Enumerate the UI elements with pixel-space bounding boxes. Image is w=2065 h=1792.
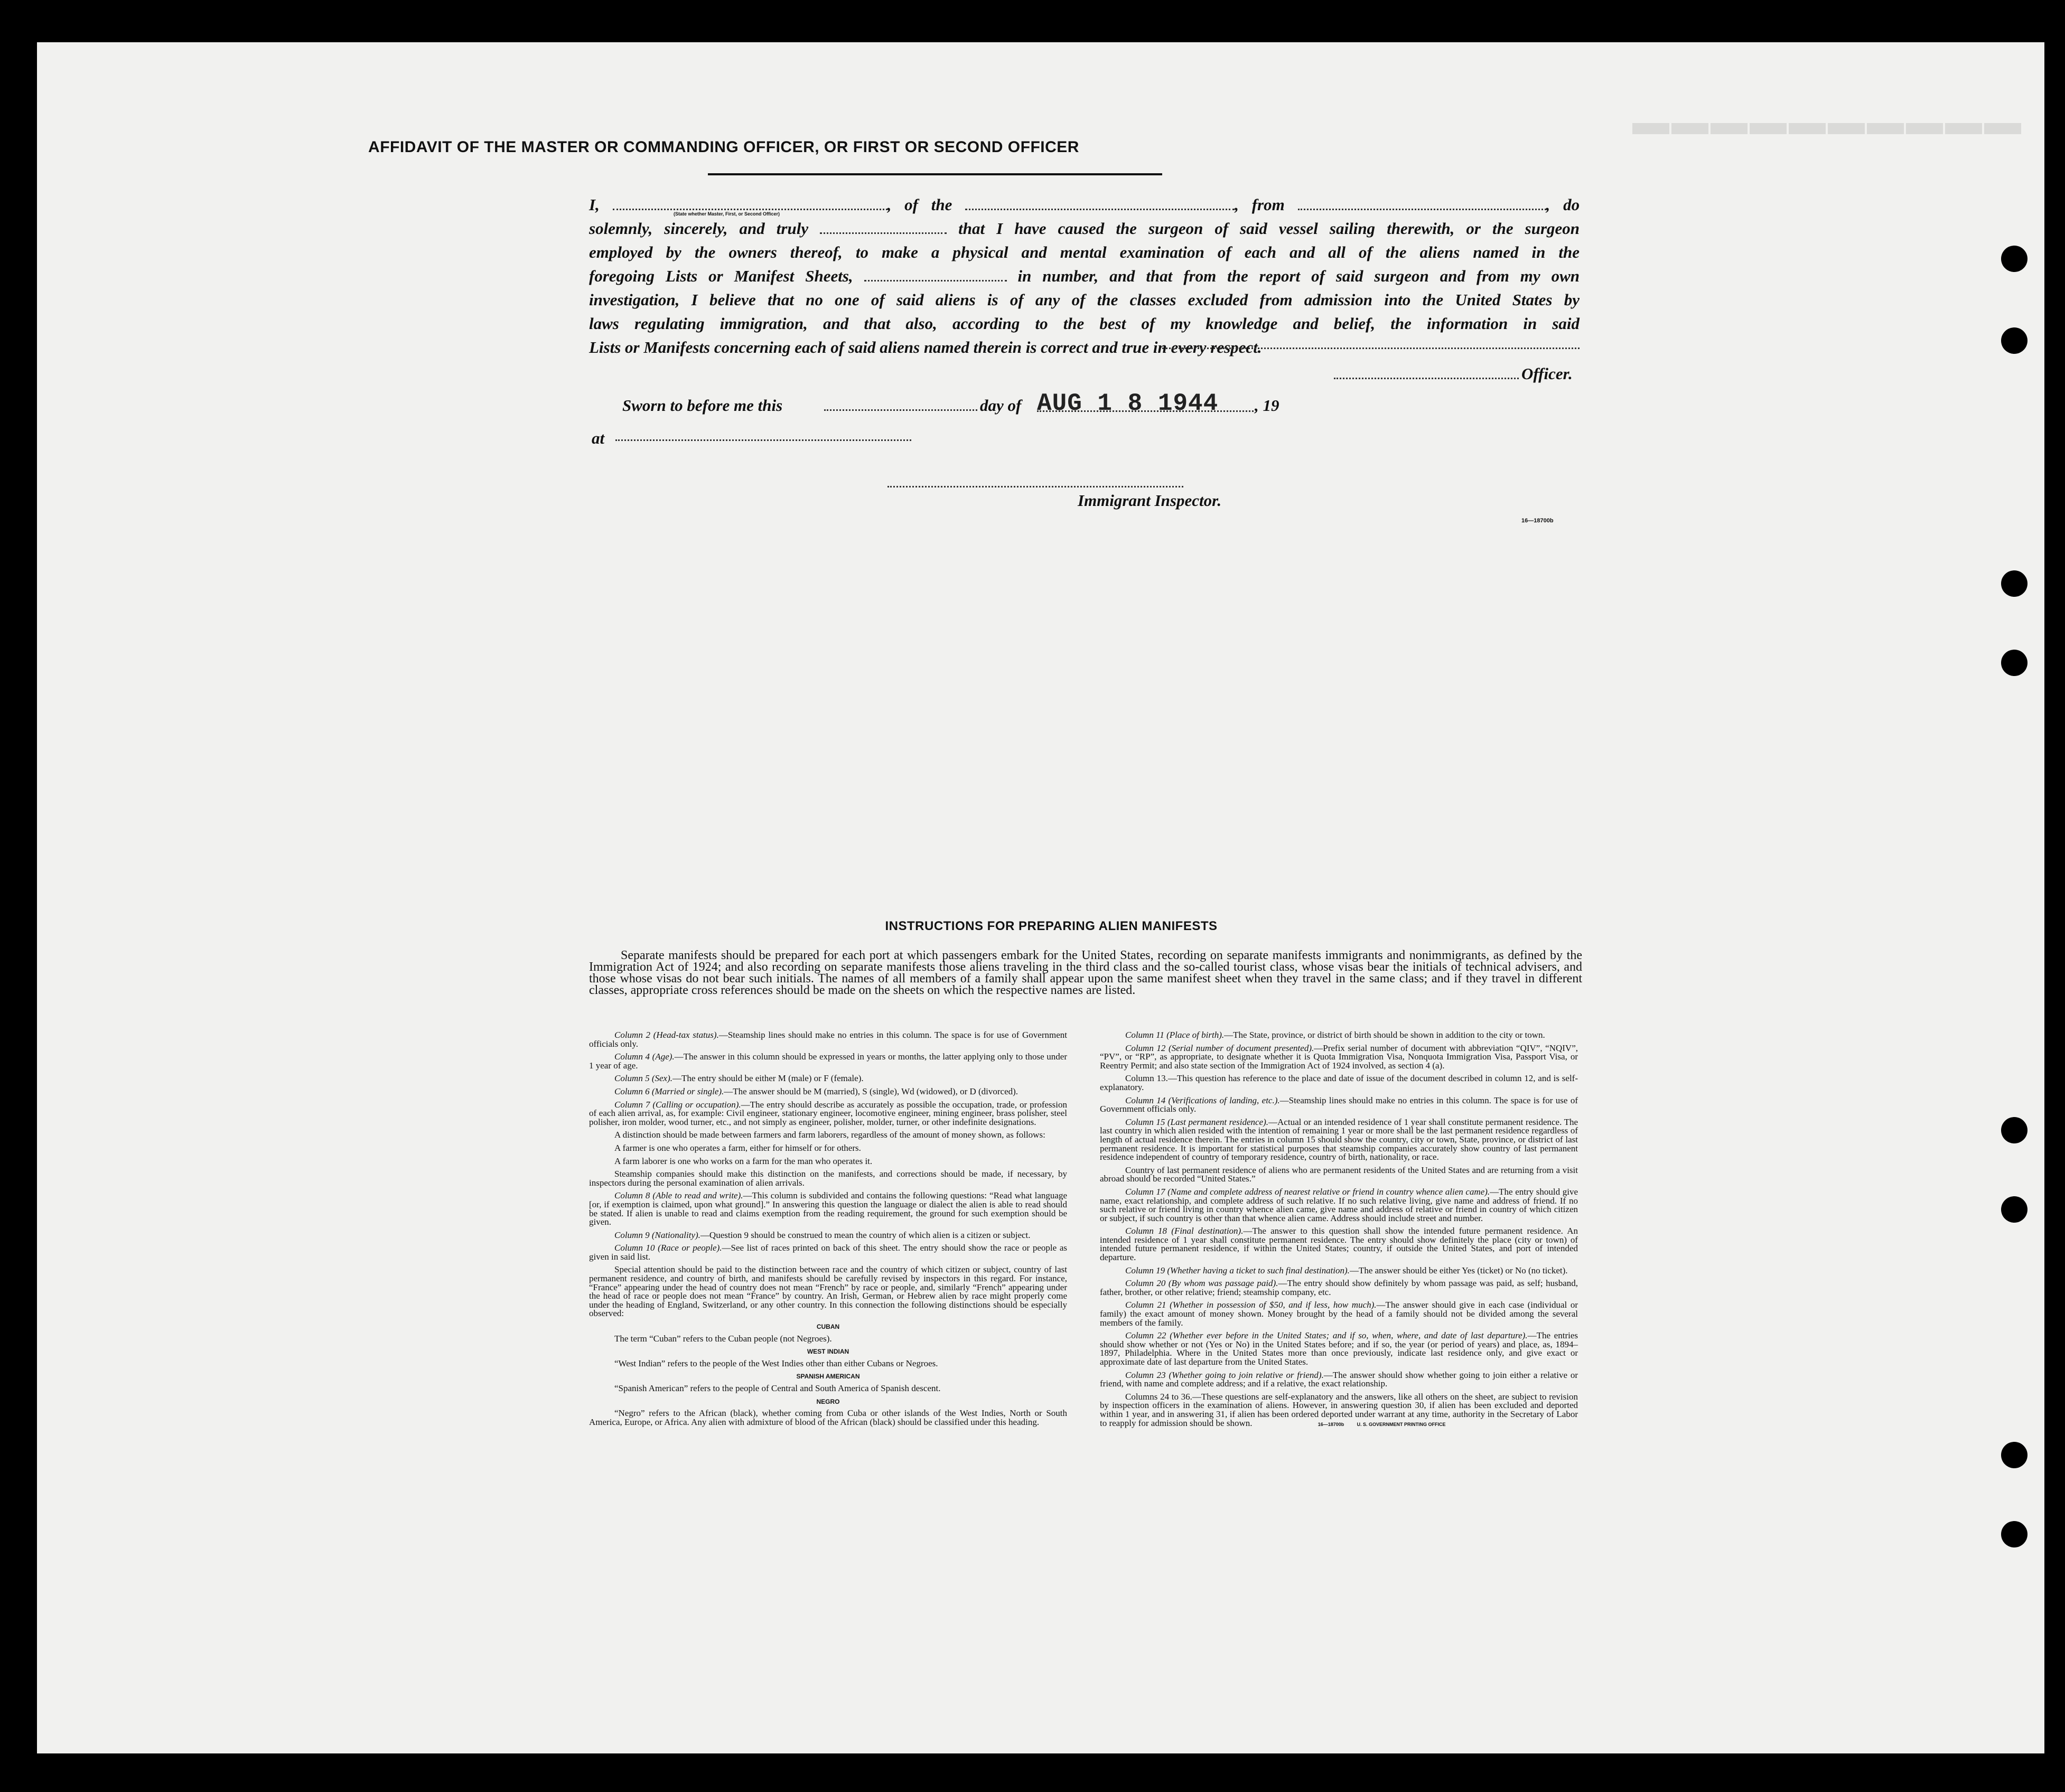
intro-text: Separate manifests should be prepared for each port at which passengers embark for the United States, recording on separate manifests immigrants and nonimmigrants, as defined by the Immigration Act of 1924; and also recording on separate manifests those aliens traveling in the third class and the so-called tourist class, whose visas bear the initials of technical advisers, and those whose visas do not bear such initials. The names of all members of a family shall appear upon the same manifest sheet when they travel in the same class; and if they travel in different classes, appropriate cross references should be made on the sheets on which the respective names are listed. <box>589 949 1582 997</box>
column-13-note: Column 13.—This question has reference to the place and date of issue of the document described in column 12, and is self-explanatory. <box>1100 1073 1578 1092</box>
line2-end: that I have caused the surgeon of said vessel sailing therewith, or the surgeon <box>958 219 1580 238</box>
day-of-label: day of <box>980 396 1022 415</box>
swear-affirm-field[interactable] <box>820 222 947 234</box>
punch-hole <box>2001 327 2027 354</box>
line4-start: foregoing Lists or Manifest Sheets, <box>589 267 853 285</box>
line2-start: solemnly, sincerely, and truly <box>589 219 809 238</box>
punch-hole <box>2001 570 2027 597</box>
line4-end: in number, and that from the report of said surgeon and from my own <box>1017 267 1580 285</box>
column-17-note: Column 17 (Name and complete address of nearest relative or friend in country whence alien came).—The entry should give name, exact relationship, and complete address of such relative. If no such relative living, give name and address of friend. If no such relative or friend living in country whence alien came, give name and address of relative or friend in country of which citizen or subject, if such country is other than that whence alien came. Address should include street and number. <box>1100 1186 1578 1223</box>
column-11-note: Column 11 (Place of birth).—The State, province, or district of birth should be shown in addition to the city or town. <box>1125 1030 1545 1040</box>
instructions-left-column <box>589 1031 1067 1431</box>
punch-hole <box>2001 1521 2027 1547</box>
column-6-note: Column 6 (Married or single).—The answer should be M (married), S (single), Wd (widowed), or D (divorced). <box>614 1086 1019 1096</box>
year-label: , 19 <box>1255 396 1279 415</box>
footer-code: 16—18700b <box>1318 1421 1344 1427</box>
at-label: at <box>592 429 605 447</box>
negro-heading: NEGRO <box>816 1397 840 1405</box>
column-5-note: Column 5 (Sex).—The entry should be either M (male) or F (female). <box>614 1073 864 1084</box>
inspector-signature-line[interactable] <box>887 486 1183 487</box>
at-place-field[interactable] <box>615 439 911 441</box>
bleed-through-text: ▬▬▬▬▬▬▬▬▬▬ <box>1632 101 2023 142</box>
punch-hole <box>2001 1117 2027 1143</box>
steamship-note: Steamship companies should make this distinction on the manifests, and corrections should be made, if necessary, by inspectors during the personal examination of alien arrivals. <box>589 1169 1067 1188</box>
west-indian-heading: WEST INDIAN <box>807 1348 849 1356</box>
column-22-note: Column 22 (Whether ever before in the United States; and if so, when, where, and date of last departure).—The entries should show whether or not (Yes or No) in the United States before; and if so, the year (or period of years) and place, as, 1894–1897, Philadelphia. Where in the United States more than once previously, indicate last residence only, and give exact or approximate date of last departure from the United States. <box>1100 1330 1578 1367</box>
punch-hole <box>2001 1442 2027 1468</box>
affidavit-line-5: investigation, I believe that no one of said aliens is of any of the classes excluded from admission into the United States by <box>589 290 1580 309</box>
officer-label: Officer. <box>1521 364 1573 383</box>
punch-hole <box>2001 1196 2027 1223</box>
column-14-note: Column 14 (Verifications of landing, etc.).—Steamship lines should make no entries in this column. The space is for use of Government officials only. <box>1100 1095 1578 1114</box>
officer-rank-field[interactable] <box>613 198 887 210</box>
column-8-note: Column 8 (Able to read and write).—This column is subdivided and contains the following questions: “Read what language [or, if exemption is claimed, upon what ground].” In answering this question the language or dialect the alien is able to read should be stated. If alien is unable to read and claims exemption from the reading requirement, the ground for such exemption should be given. <box>589 1190 1068 1227</box>
distinction-note: A distinction should be made between farmers and farm laborers, regardless of the amount of money shown, as follows: <box>614 1130 1045 1140</box>
vessel-name-field[interactable] <box>965 198 1235 210</box>
affidavit-line-3: employed by the owners thereof, to make a physical and mental examination of each and all of the aliens named in the <box>589 243 1580 261</box>
sworn-label: Sworn to before me this <box>622 396 783 415</box>
affidavit-line-2 <box>589 217 1580 240</box>
laborer-note: A farm laborer is one who works on a farm for the man who operates it. <box>614 1156 873 1166</box>
column-9-note: Column 9 (Nationality).—Question 9 should be construed to mean the country of which alien is a citizen or subject. <box>614 1230 1031 1240</box>
do-label: , do <box>1546 195 1580 214</box>
affidavit-body <box>589 193 1580 359</box>
footer-office: U. S. GOVERNMENT PRINTING OFFICE <box>1357 1421 1446 1427</box>
special-attention-note: Special attention should be paid to the distinction between race and the country of which citizen or subject, country of last permanent residence, and country of birth, and manifests should be carefully revised by inspectors in this regard. For instance, “France” appearing under the head of country does not mean “French” by race or people, and, similarly “French” appearing under the head of race or people does not mean “France” by country. An Irish, German, or Hebrew alien by race might properly come under the heading of England, Switzerland, or any other country. In this connection the following distinctions should be especially observed: <box>589 1264 1067 1319</box>
column-20-note: Column 20 (By whom was passage paid).—The entry should show definitely by whom passage was paid, as self; husband, father, brother, or other relative; friend; steamship company, etc. <box>1100 1278 1578 1297</box>
cuban-note: The term “Cuban” refers to the Cuban people (not Negroes). <box>614 1333 832 1344</box>
from-label: , from <box>1235 195 1285 214</box>
instructions-intro <box>589 950 1582 996</box>
title-rule <box>708 173 1162 175</box>
departure-port-field[interactable] <box>1298 198 1546 210</box>
affidavit-line-6: laws regulating immigration, and that also, according to the best of my knowledge and belief, the information in said <box>589 314 1580 333</box>
i-label: I, <box>589 195 600 214</box>
state-whether-note: (State whether Master, First, or Second Officer) <box>674 211 780 217</box>
instructions-title: INSTRUCTIONS FOR PREPARING ALIEN MANIFESTS <box>885 919 1218 933</box>
column-4-note: Column 4 (Age).—The answer in this column should be expressed in years or months, the latter applying only to those under 1 year of age. <box>589 1052 1068 1071</box>
country-residence-note: Country of last permanent residence of aliens who are permanent residents of the United States and are returning from a visit abroad should be recorded “United States.” <box>1100 1165 1578 1184</box>
column-19-note: Column 19 (Whether having a ticket to such final destination).—The answer should be either Yes (ticket) or No (no ticket). <box>1125 1265 1568 1275</box>
column-2-note: Column 2 (Head-tax status).—Steamship lines should make no entries in this column. The space is for use of Government officials only. <box>589 1030 1068 1049</box>
spanish-american-note: “Spanish American” refers to the people of Central and South America of Spanish descent. <box>614 1383 941 1393</box>
farmer-note: A farmer is one who operates a farm, either for himself or for others. <box>614 1142 861 1153</box>
signature-line[interactable] <box>1162 348 1580 349</box>
spanish-american-heading: SPANISH AMERICAN <box>796 1373 860 1381</box>
column-7-note: Column 7 (Calling or occupation).—The entry should describe as accurately as possible the occupation, trade, or profession of each alien arrival, as, for example: Civil engineer, stationary engineer, locomotive engineer, mining engineer, brass polisher, steel polisher, iron molder, wood turner, etc., and not simply as engineer, polisher, molder, turner, or other indefinite designations. <box>589 1099 1067 1127</box>
inspector-label: Immigrant Inspector. <box>1078 491 1222 510</box>
west-indian-note: “West Indian” refers to the people of the West Indies other than either Cubans or Negroes. <box>614 1358 938 1368</box>
affidavit-line-4 <box>589 264 1580 288</box>
form-code: 16—18700b <box>1521 518 1554 524</box>
column-10-note: Column 10 (Race or people).—See list of races printed on back of this sheet. The entry should show the race or people as given in said list. <box>589 1243 1067 1262</box>
columns-24-36-note: Columns 24 to 36.—These questions are self-explanatory and the answers, like all others on the sheet, are subject to revision by inspection officers in the examination of aliens. However, in answering question 30, if alien has been excluded and deported within 1 year, and in answering 31, if alien has been ordered deported under warrant at any time, authority in the Secretary of Labor to reapply for admission should be shown. 16—18700b U. S. GOVERNMENT PRINTING OFFICE <box>1100 1391 1578 1428</box>
column-12-note: Column 12 (Serial number of document presented).—Prefix serial number of document with abbreviation “QIV”, “NQIV”, “PV”, or “RP”, as appropriate, to designate whether it is Quota Immigration Visa, Nonquota Immigration Visa, Passport Visa, or Reentry Permit; and also state section of the Immigration Act of 1924 involved, as section 4 (a). <box>1100 1043 1578 1071</box>
month-field[interactable] <box>1037 410 1254 412</box>
column-21-note: Column 21 (Whether in possession of $50, and if less, how much).—The answer should give in each case (individual or family) the exact amount of money shown. Money brought by the head of a family should not be divided among the several members of the family. <box>1100 1300 1578 1328</box>
affidavit-title: AFFIDAVIT OF THE MASTER OR COMMANDING OFFICER, OR FIRST OR SECOND OFFICER <box>368 138 1079 156</box>
punch-hole <box>2001 246 2027 272</box>
column-15-note: Column 15 (Last permanent residence).—Actual or an intended residence of 1 year shall constitute permanent residence. The last country in which alien resided with the intention of remaining 1 year or more shall be the last permanent residence regardless of length of actual residence therein. The entries in column 15 should show the country, city or town, State, province, or district of last permanent residence. It is important for statistical purposes that steamship companies accurately show country of last permanent residence independent of country of temporary residence, country of birth, nationality, or race. <box>1100 1117 1578 1162</box>
sworn-day-field[interactable] <box>824 409 977 411</box>
column-23-note: Column 23 (Whether going to join relative or friend).—The answer should show whether going to join either a relative or friend, with name and complete address; and if a relative, the exact relationship. <box>1100 1369 1578 1389</box>
column-18-note: Column 18 (Final destination).—The answer to this question shall show the intended future permanent residence. An intended residence of 1 year shall constitute permanent residence. The entry should show definitely the place (city or town) of intended future permanent residence, if within the United States; country, if outside the United States, and port of intended departure. <box>1100 1226 1578 1263</box>
instructions-right-column <box>1100 1031 1578 1433</box>
manifest-page <box>37 42 2044 1753</box>
cuban-heading: CUBAN <box>816 1323 840 1331</box>
affidavit-line-7: Lists or Manifests concerning each of said aliens named therein is correct and true in every respect. <box>589 338 1262 356</box>
punch-hole <box>2001 650 2027 676</box>
officer-line[interactable] <box>1334 378 1519 379</box>
of-the-label: , of the <box>887 195 952 214</box>
date-stamp: AUG 1 8 1944 <box>1037 390 1219 417</box>
sheet-count-field[interactable] <box>864 269 1007 282</box>
negro-note: “Negro” refers to the African (black), whether coming from Cuba or other islands of the West Indies, North or South America, Europe, or Africa. Any alien with admixture of blood of the African (black) should be classified under this heading. <box>589 1408 1067 1427</box>
